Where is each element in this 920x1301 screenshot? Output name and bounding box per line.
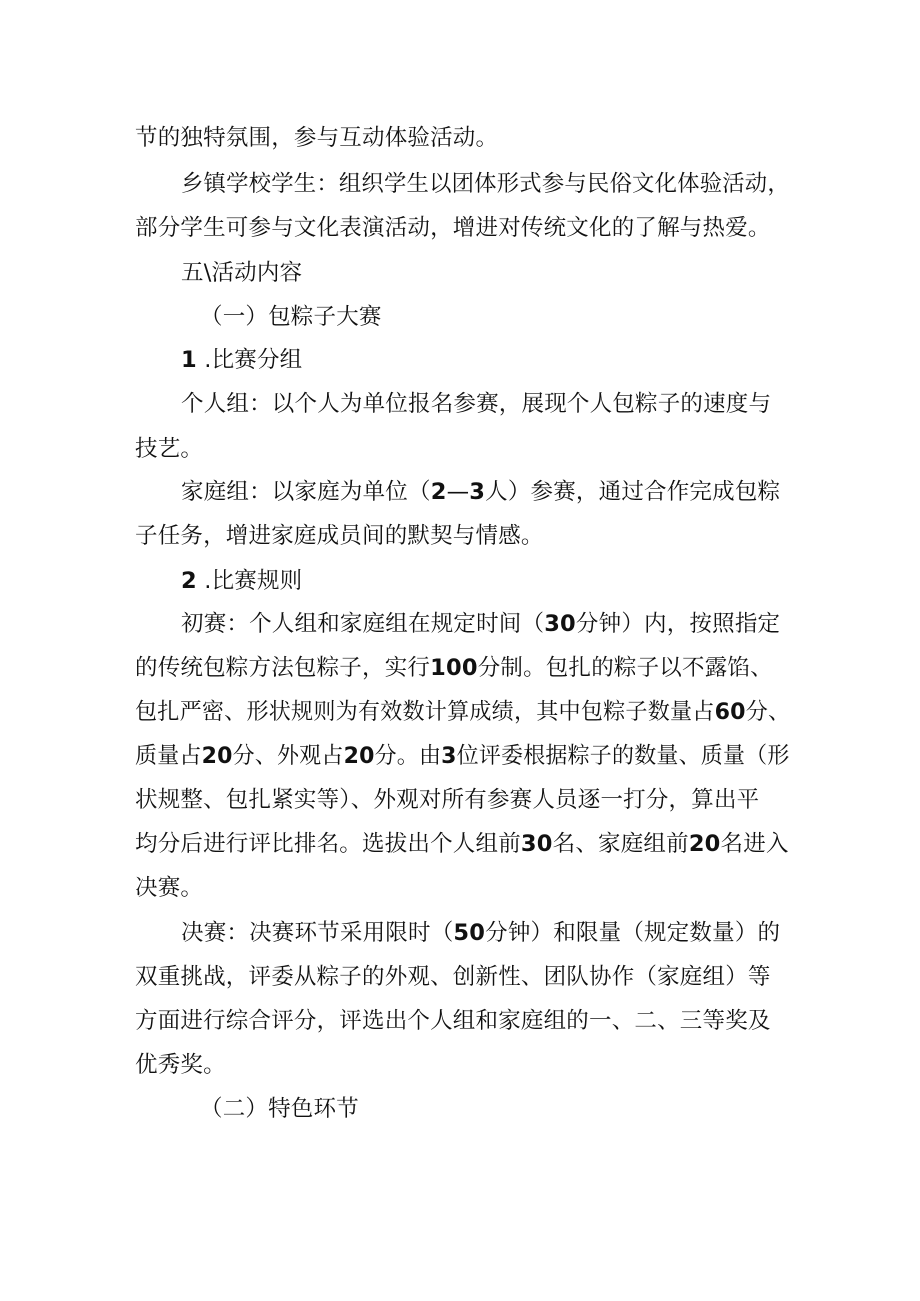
paragraph-line: 技艺。 bbox=[135, 436, 204, 462]
paragraph-line: 家庭组：以家庭为单位（2—3人）参赛，通过合作完成包粽 bbox=[181, 479, 781, 505]
item-heading: 2 .比赛规则 bbox=[181, 568, 303, 594]
paragraph-line: 方面进行综合评分，评选出个人组和家庭组的一、二、三等奖及 bbox=[135, 1008, 771, 1034]
paragraph-line: 质量占20分、外观占20分。由3位评委根据粽子的数量、质量（形 bbox=[135, 743, 790, 769]
paragraph-line: 决赛。 bbox=[135, 875, 204, 901]
paragraph-line: 的传统包粽方法包粽子，实行100分制。包扎的粽子以不露馅、 bbox=[135, 655, 773, 681]
section-heading: 五\活动内容 bbox=[181, 260, 303, 286]
paragraph-line: 均分后进行评比排名。选拔出个人组前30名、家庭组前20名进入 bbox=[135, 831, 789, 857]
paragraph-line: 子任务，增进家庭成员间的默契与情感。 bbox=[135, 523, 544, 549]
paragraph-line: 双重挑战，评委从粽子的外观、创新性、团队协作（家庭组）等 bbox=[135, 964, 771, 990]
subsection-heading: （一）包粽子大赛 bbox=[200, 304, 382, 330]
paragraph-line: 部分学生可参与文化表演活动，增进对传统文化的了解与热爱。 bbox=[135, 215, 771, 241]
paragraph-line: 包扎严密、形状规则为有效数计算成绩，其中包粽子数量占60分、 bbox=[135, 699, 791, 725]
paragraph-line: 状规整、包扎紧实等）、外观对所有参赛人员逐一打分，算出平 bbox=[135, 787, 760, 813]
paragraph-line: 初赛：个人组和家庭组在规定时间（30分钟）内，按照指定 bbox=[181, 611, 781, 637]
paragraph-line: 节的独特氛围，参与互动体验活动。 bbox=[135, 125, 499, 151]
subsection-heading: （二）特色环节 bbox=[200, 1096, 359, 1122]
paragraph-line: 优秀奖。 bbox=[135, 1052, 226, 1078]
paragraph-line: 决赛：决赛环节采用限时（50分钟）和限量（规定数量）的 bbox=[181, 920, 781, 946]
paragraph-line: 乡镇学校学生：组织学生以团体形式参与民俗文化体验活动， bbox=[181, 171, 790, 197]
paragraph-line: 个人组：以个人为单位报名参赛，展现个人包粽子的速度与 bbox=[181, 391, 772, 417]
item-heading: 1 .比赛分组 bbox=[181, 347, 303, 373]
